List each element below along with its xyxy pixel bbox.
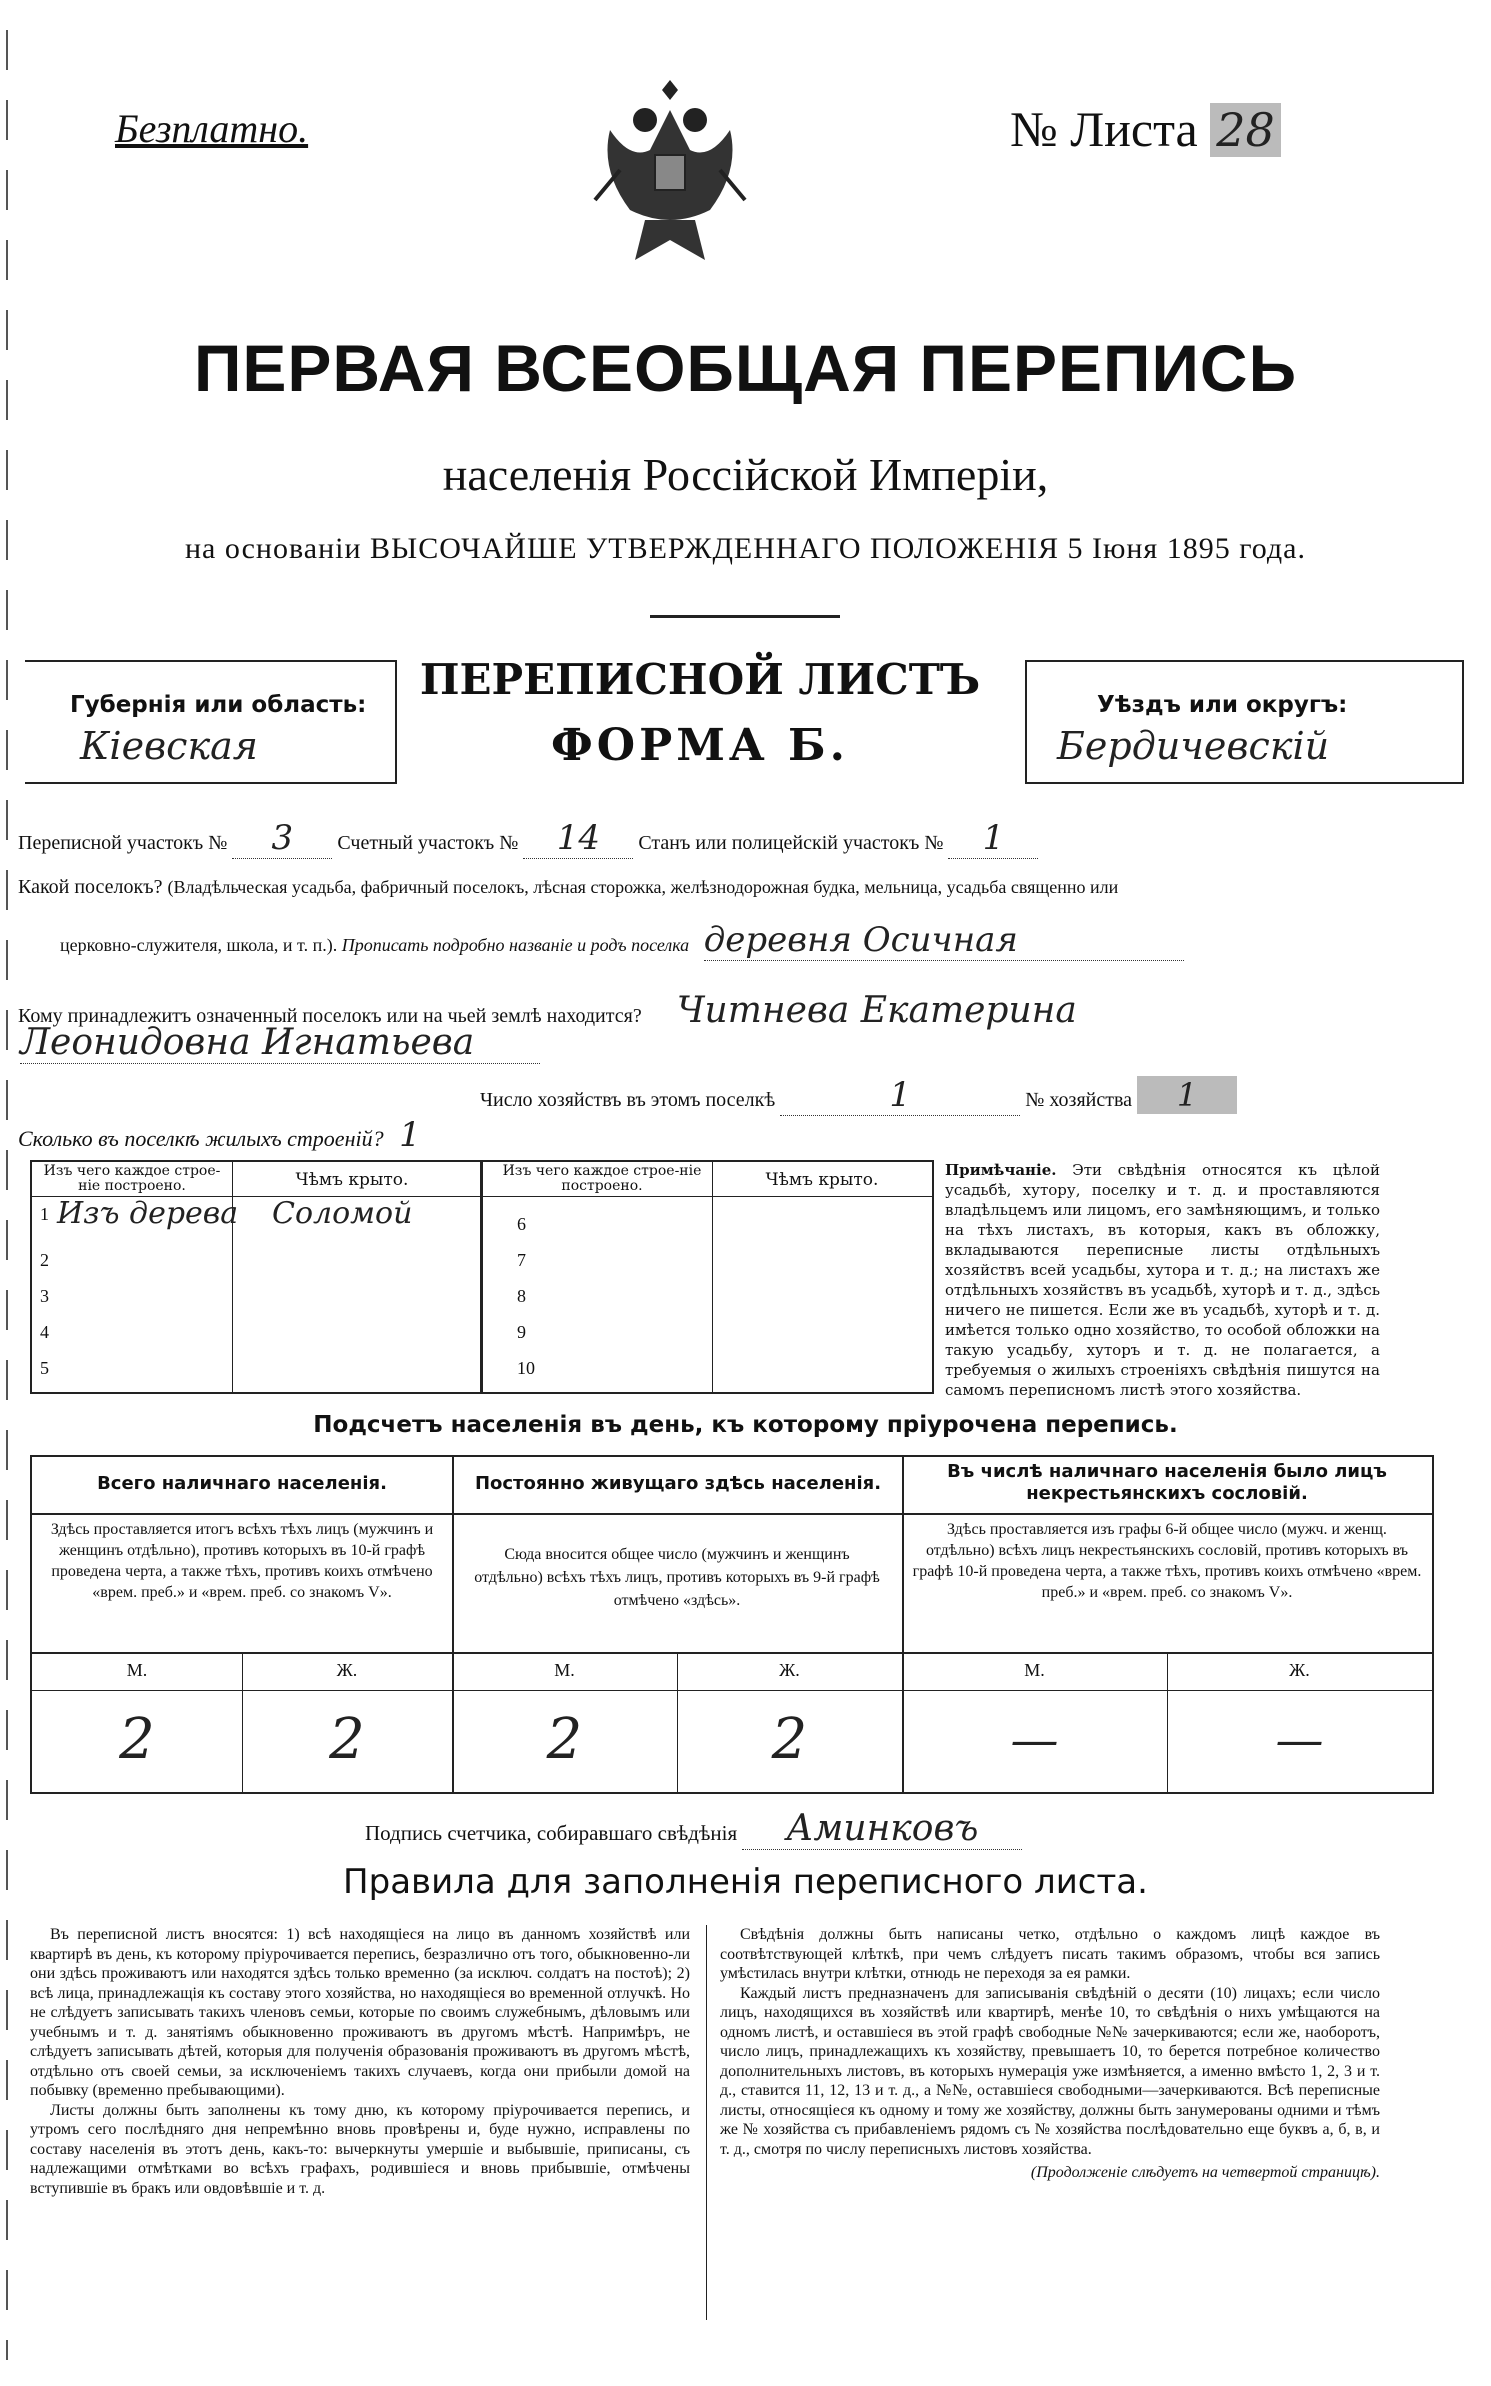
pop-value-m-resident: 2 [546, 1707, 583, 1772]
divider [650, 615, 840, 618]
pop-col2-header: Постоянно живущаго здѣсь населенія. [474, 1473, 882, 1494]
pop-f-label-3: Ж. [1289, 1660, 1310, 1680]
subtitle: населенія Россійской Имперіи, [442, 449, 1049, 500]
pop-m-label-3: М. [1024, 1660, 1045, 1680]
owner-value-1: Читнева Екатерина [676, 990, 1077, 1031]
rules-right-paragraph-2: Каждый листъ предназначенъ для записыванія свѣдѣній о десяти (10) лицахъ; если число лицъ, находящихся въ хозяйствѣ или квартирѣ, менѣе 10, то свѣдѣнія о нихъ умѣщаются на одномъ листѣ, и оставшіеся въ этой графѣ свободные №№ зачеркиваются; если же, наоборотъ, число лицъ, принадлежащихъ къ хозяйству, превышаетъ 10, то берется потребное количество дополнительныхъ листовъ, въ которыхъ нумерація уже измѣняется, а именно вмѣсто 1, 2, 3 и т. д., ставится 11, 12, 13 и т. д., а №№, оставшіеся свободными—зачеркиваются. Всѣ переписные листы, относящіеся къ одному и тому же хозяйству, должны быть занумерованы одними и тѣмъ же № хозяйства съ прибавленіемъ рядомъ съ № хозяйства послѣдовательно еще буквъ а, б, в, и т. д., смотря по числу переписныхъ листовъ хозяйства. [720, 1984, 1380, 2158]
row-roof: Соломой [272, 1196, 413, 1231]
pop-value-f-resident: 2 [771, 1707, 808, 1772]
table-row-4: 4 [40, 1322, 49, 1342]
free-label: Безплатно. [115, 106, 309, 151]
pop-value-f-total: 2 [329, 1707, 365, 1772]
population-title: Подсчетъ населенія въ день, къ которому пріурочена перепись. [313, 1412, 1178, 1438]
basis-line: на основаніи ВЫСОЧАЙШЕ УТВЕРЖДЕННАГО ПОЛОЖЕНІЯ 5 Іюня 1895 года. [185, 532, 1306, 565]
population-table [30, 1455, 1434, 1794]
table-row-8: 8 [517, 1286, 526, 1306]
row-material: Изъ дерева [57, 1196, 239, 1231]
col-material-header-left: Изъ чего каждое строе-ніе построено. [43, 1163, 221, 1194]
pop-f-label-1: Ж. [336, 1660, 358, 1680]
signature-label: Подпись счетчика, собиравшаго свѣдѣнія [365, 1821, 738, 1845]
uezd-label: Уѣздъ или округъ: [1097, 692, 1348, 718]
pop-m-label-2: М. [554, 1660, 575, 1680]
rules-left-column [30, 1925, 690, 2198]
note-block [945, 1160, 1380, 1400]
pop-m-label-1: М. [126, 1660, 148, 1680]
pop-col2-desc: Сюда вносится общее число (мужчинъ и женщинъ отдѣльно) всѣхъ тѣхъ лицъ, противъ которыхъ въ 9-й графѣ отмѣчено «здѣсь». [474, 1546, 880, 1609]
buildings-row [18, 1115, 421, 1155]
uezd-value: Бердичевскій [1057, 724, 1330, 768]
pop-value-m-total: 2 [119, 1707, 155, 1772]
table-row-2: 2 [40, 1250, 49, 1270]
census-district-row [18, 818, 1458, 859]
table-row-6: 6 [517, 1214, 526, 1234]
rules-column-divider [706, 1925, 707, 2320]
settlement-label: Какой поселокъ? [18, 876, 163, 898]
settlement-row [18, 876, 1458, 899]
note-text: Эти свѣдѣнія относятся къ цѣлой усадьбѣ, хутору, поселку и т. д. и проставляются владѣльцемъ или лицомъ, его замѣняющимъ, и только на тѣхъ листахъ, въ которыя, какъ въ обложку, вкладываются переписные листы отдѣльныхъ хозяйствъ всей усадьбы, хутора и т. д.; на листахъ же отдѣльныхъ хозяйствъ въ усадьбѣ, хуторѣ и т. д., здѣсь ничего не пишется. Если же въ усадьбѣ, хуторѣ и т. д. имѣется только одно хозяйство, то особой обложки на такую усадьбу, хуторъ и т. д. не полагается, а требуемыя о жилыхъ строеніяхъ свѣдѣнія пишутся на самомъ переписномъ листѣ этого хозяйства. [945, 1161, 1380, 1399]
count-district-label: Счетный участокъ № [337, 832, 519, 854]
uezd-box [1025, 660, 1464, 784]
form-title: ФОРМА Б. [551, 720, 849, 771]
pop-col1-header: Всего наличнаго населенія. [97, 1473, 387, 1494]
table-row-9: 9 [517, 1322, 526, 1342]
households-row [480, 1075, 1460, 1116]
rules-left-paragraph-1: Въ переписной листъ вносятся: 1) всѣ находящіеся на лицо въ данномъ хозяйствѣ или квартирѣ въ день, къ которому пріурочивается перепись, безразлично отъ того, обыкновенно-ли они здѣсь проживаютъ или находятся здѣсь только временно (за исключ. солдатъ на постоѣ); 2) всѣ лица, принадлежащія къ составу этого хозяйства, но находящіеся во временной отлучкѣ. Но не слѣдуетъ записывать такихъ членовъ семьи, которые по своимъ служебнымъ, дѣловымъ или учебнымъ и т. д. занятіямъ обыкновенно проживаютъ въ другомъ мѣстѣ. Напримѣръ, не слѣдуетъ записывать дѣтей, которыя для полученія образованія проживаютъ въ другомъ мѣстѣ, отдѣльно отъ своей семьи, за исключеніемъ такихъ случаевъ, когда они прибыли домой на побывку (временно пребывающими). [30, 1926, 690, 2099]
table-row-1 [32, 1196, 480, 1238]
sheet-title: ПЕРЕПИСНОЙ ЛИСТЪ [419, 655, 981, 704]
owner-label: Кому принадлежитъ означенный поселокъ или на чьей землѣ находится? [18, 1005, 642, 1027]
guberniya-label: Губернія или область: [70, 692, 367, 718]
owner-value-2: Леонидовна Игнатьева [20, 1022, 540, 1064]
note-title: Примѣчаніе. [945, 1161, 1057, 1179]
pop-header-rule [32, 1513, 1432, 1515]
pop-f-label-2: Ж. [779, 1660, 800, 1680]
buildings-value: 1 [399, 1115, 421, 1155]
pop-value-f-nonpeasant: — [1275, 1712, 1324, 1768]
col-rule-right [712, 1162, 713, 1392]
rules-right-paragraph-1: Свѣдѣнія должны быть написаны четко, отдѣльно о каждомъ лицѣ каждое въ соотвѣтствующей клѣткѣ, при чемъ слѣдуетъ писать такимъ образомъ, чтобы вся запись умѣстилась внутри клѣтки, отнюдь не переходя за ея рамки. [720, 1926, 1380, 1982]
sheet-number-value: 28 [1210, 103, 1281, 157]
stan-label: Станъ или полицейскій участокъ № [638, 832, 944, 854]
double-headed-eagle-emblem [590, 70, 750, 270]
buildings-label: Сколько въ поселкѣ жилыхъ строеній? [18, 1126, 384, 1151]
settlement-row-2 [60, 920, 1460, 961]
sheet-number-label [1010, 100, 1281, 158]
rules-left-paragraph-2: Листы должны быть заполнены къ тому дню, къ которому пріурочивается перепись, и утромъ сего послѣдняго дня непремѣнно вновь провѣрены и, буде нужно, исправлены по составу населенія въ этотъ день, какъ-то: вычеркнуты умершіе и выбывшіе, приписаны, съ надлежащими отмѣтками во всѣхъ графахъ, родившіеся и вновь прибывшіе, отмѣчены вступившіе въ бракъ или овдовѣвшіе и т. д. [30, 2101, 690, 2197]
guberniya-value: Кіевская [80, 724, 258, 768]
census-district-value: 3 [232, 818, 332, 859]
pop-col1-desc: Здѣсь проставляется итогъ всѣхъ тѣхъ лицъ (мужчинъ и женщинъ отдѣльно), противъ которыхъ въ 10-й графѣ проведена черта, а также тѣхъ, противъ коихъ отмѣчено «врем. преб.» и «врем. преб. со знакомъ V». [50, 1521, 434, 1601]
pop-value-m-nonpeasant: — [1010, 1712, 1059, 1768]
col-roof-header-left: Чѣмъ крыто. [295, 1170, 409, 1190]
table-row-10: 10 [517, 1358, 535, 1378]
signature-row [365, 1808, 1022, 1850]
count-district-value: 14 [523, 818, 633, 859]
settlement-hint-2: церковно-служителя, школа, и т. п.). [60, 935, 338, 955]
pop-col3-desc: Здѣсь проставляется изъ графы 6-й общее число (мужч. и женщ. отдѣльно) всѣхъ лицъ некрестьянскихъ сословій, противъ которыхъ въ графѣ 10-й проведена черта, а также тѣхъ, противъ коихъ отмѣчено «врем. преб.» и «врем. преб. со знакомъ V». [912, 1521, 1422, 1601]
rules-right-column [720, 1925, 1380, 2183]
row-number: 1 [40, 1204, 49, 1224]
census-district-label: Переписной участокъ № [18, 832, 228, 854]
household-number-value: 1 [1137, 1076, 1237, 1114]
table-row-5: 5 [40, 1358, 49, 1378]
households-label: Число хозяйствъ въ этомъ поселкѣ [480, 1089, 776, 1111]
signature-value: Аминковъ [742, 1808, 1022, 1850]
main-title: ПЕРВАЯ ВСЕОБЩАЯ ПЕРЕПИСЬ [193, 331, 1298, 405]
guberniya-box [25, 660, 397, 784]
settlement-hint-3: Прописать подробно названіе и родъ поселка [341, 935, 690, 955]
table-row-3: 3 [40, 1286, 49, 1306]
stan-value: 1 [948, 818, 1038, 859]
col-material-header-right: Изъ чего каждое строе-ніе построено. [502, 1163, 702, 1194]
households-value: 1 [780, 1075, 1020, 1116]
sheet-number-text: № Листа [1010, 101, 1198, 157]
rules-title: Правила для заполненія переписного листа. [343, 1862, 1148, 1902]
pop-col3-header: Въ числѣ наличнаго населенія было лицъ некрестьянскихъ сословій. [947, 1461, 1387, 1504]
rules-continued-note: (Продолженіе слѣдуетъ на четвертой страницѣ). [1030, 2164, 1380, 2181]
household-number-label: № хозяйства [1025, 1089, 1133, 1111]
settlement-hint: (Владѣльческая усадьба, фабричный поселокъ, лѣсная сторожка, желѣзнодорожная будка, мельница, усадьба священно или [167, 877, 1119, 897]
buildings-table [30, 1160, 934, 1394]
col-roof-header-right: Чѣмъ крыто. [765, 1170, 879, 1190]
settlement-value: деревня Осичная [704, 920, 1184, 961]
table-row-7: 7 [517, 1250, 526, 1270]
